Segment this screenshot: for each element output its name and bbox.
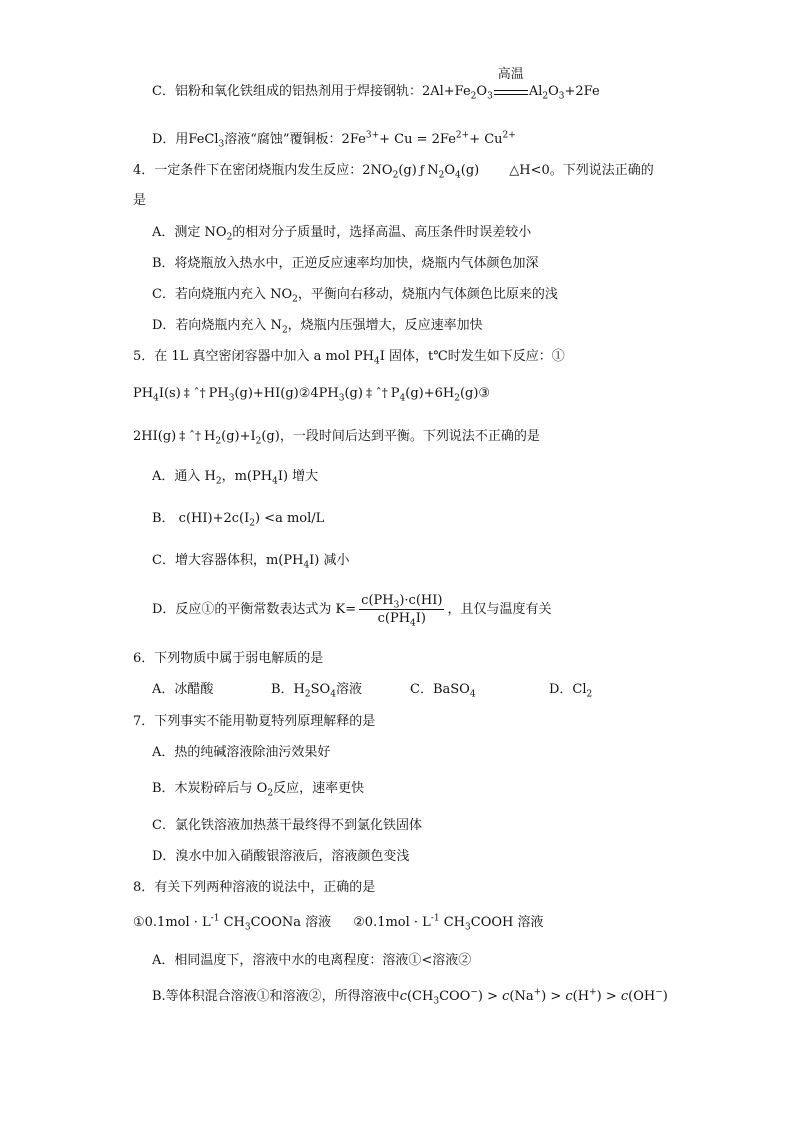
q8-option-a: A．相同温度下，溶液中水的电离程度：溶液①<溶液②	[152, 953, 472, 968]
question-4-stem: 4．一定条件下在密闭烧瓶内发生反应：$2NO_2(g)$ ƒ $N_2O_4(g)$ △H<0。下列说法正确的	[133, 163, 654, 181]
q7-option-a: A．热的纯碱溶液除油污效果好	[152, 745, 331, 760]
q5-option-d: D．反应①的平衡常数表达式为 K= $\frac{c(PH_3)\cdot c(HI)}{c(PH_4I)}$ ，且仅与温度有关	[152, 593, 552, 629]
question-7-stem: 7．下列事实不能用勒夏特列原理解释的是	[133, 714, 376, 729]
question-6-stem: 6．下列物质中属于弱电解质的是	[133, 651, 324, 666]
q6-options	[152, 681, 632, 699]
q7-option-d: D．溴水中加入硝酸银溶液后，溶液颜色变浅	[152, 849, 410, 864]
question-4-stem-cont: 是	[133, 193, 147, 208]
q4-option-d: D．若向烧瓶内充入 $N_2$，烧瓶内压强增大，反应速率加快	[152, 318, 483, 336]
equilibrium-constant-fraction: $\frac{c(PH_3)\cdot c(HI)}{c(PH_4I)}$	[361, 593, 443, 629]
q5-option-a: A．通入 $H_2$，$m(PH_4I)$ 增大	[152, 469, 319, 487]
q5-option-b: B． $c(HI)+2c(I_2) <a$ mol/L	[152, 511, 325, 529]
q4-option-a: A．测定 $NO_2$的相对分子质量时，选择高温、高压条件时误差较小	[152, 225, 532, 243]
q4-option-c: C．若向烧瓶内充入 $NO_2$，平衡向右移动，烧瓶内气体颜色比原来的浅	[152, 287, 558, 305]
question-5-reaction-3: 2HI(g) ‡ ˆ† $H_2(g)+I_2(g)$，一段时间后达到平衡。下列说法不正确的是	[133, 429, 540, 447]
question-8-stem: 8．有关下列两种溶液的说法中，正确的是	[133, 880, 376, 895]
q8-option-b: B.等体积混合溶液①和溶液②，所得溶液中$c(CH_3COO^-) > c(Na^+) > c(H^+) > c(OH^-)$	[152, 987, 668, 1007]
q6-option-b: B．$H_2SO_4$溶液	[271, 682, 362, 700]
q7-option-c: C．氯化铁溶液加热蒸干最终得不到氯化铁固体	[152, 818, 422, 833]
q6-option-d: D．$Cl_2$	[549, 682, 593, 700]
q4-option-b: B．将烧瓶放入热水中，正逆反应速率均加快，烧瓶内气体颜色加深	[152, 256, 539, 271]
q3-option-c: C．铝粉和氧化铁组成的铝热剂用于焊接钢轨：$2Al+Fe_2O_3$ 高温 $Al_2O_3+2Fe$	[152, 67, 600, 102]
q6-option-a: A．冰醋酸	[152, 682, 214, 697]
q5-option-c: C．增大容器体积，$m(PH_4I)$ 减小	[152, 553, 350, 571]
q3-option-d: D．用FeCl$_3$溶液“腐蚀”覆铜板：$2Fe^{3+}+ Cu = 2Fe^{2+}+ Cu^{2+}$	[152, 130, 516, 150]
question-8-solutions: ①0.1mol · $L^{-1}$ $CH_3COONa$ 溶液 ②0.1mol · $L^{-1}$ $CH_3COOH$ 溶液	[133, 913, 544, 933]
question-5-stem: 5．在 1L 真空密闭容器中加入 a mol $PH_4I$ 固体，t℃时发生如下反应：①	[133, 349, 565, 367]
q7-option-b: B．木炭粉碎后与 $O_2$反应，速率更快	[152, 781, 365, 799]
q6-option-c: C．BaSO$_4$	[410, 682, 476, 700]
question-5-reactions: $PH_4I(s)$ ‡ ˆ† $PH_3(g)+HI(g)②4PH_3(g)$ ‡ ˆ† $P_4(g)+6H_2(g)③$	[133, 386, 491, 404]
reaction-condition-arrow: 高温	[494, 82, 528, 95]
